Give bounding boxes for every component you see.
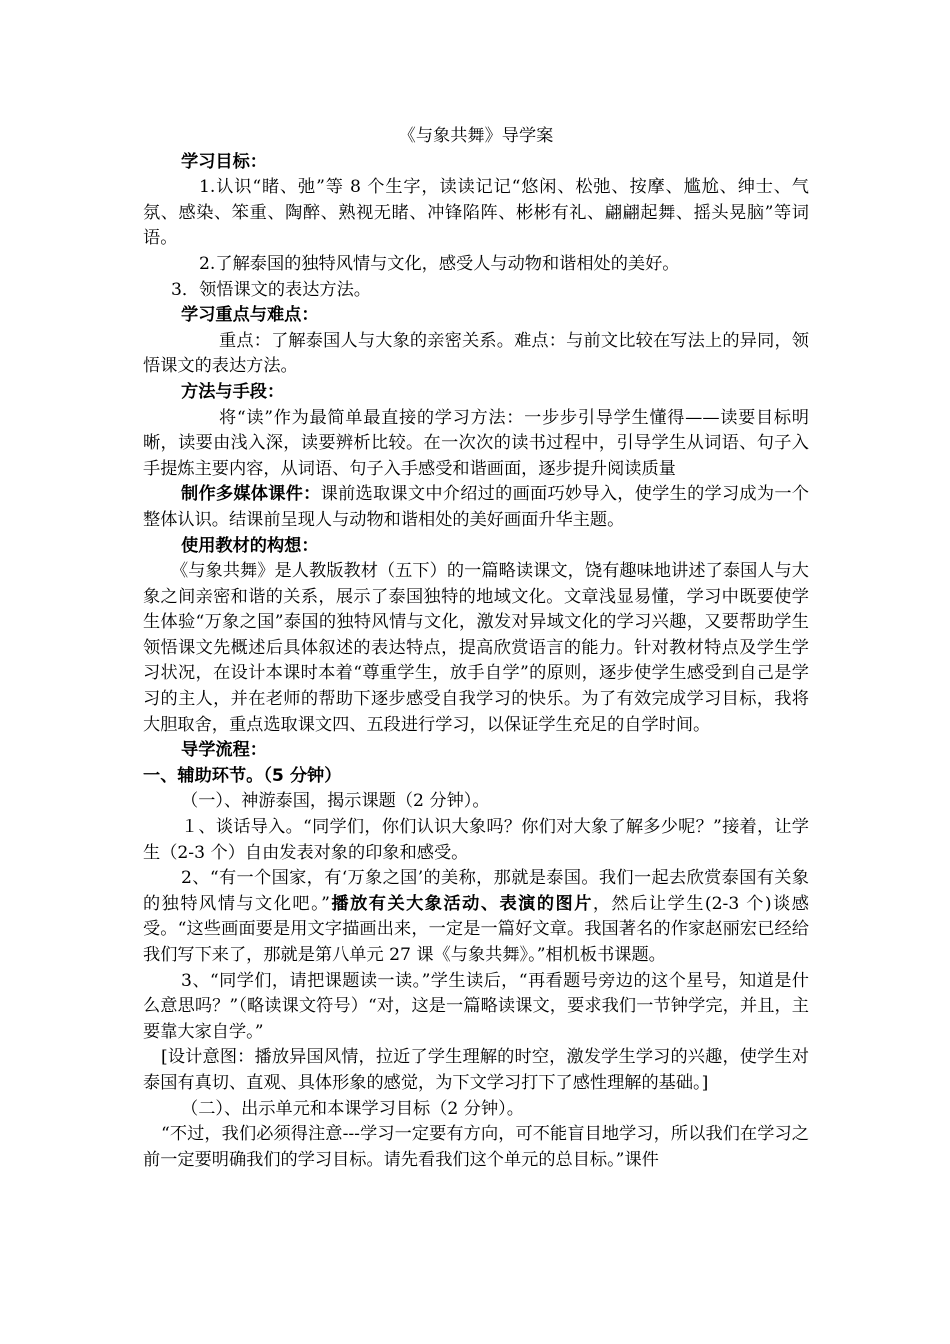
- flow-item-2: [143, 866, 809, 968]
- method-paragraph: 将“读”作为最简单最直接的学习方法：一步步引导学生懂得——读要目标明晰，读要由浅入深，读要辨析比较。在一次次的读书过程中，引导学生从词语、句子入手提炼主要内容，从词语、句子入手感受和谐画面，逐步提升阅读质量: [143, 407, 809, 479]
- multimedia-text: 课前选取课文中介绍过的画面巧妙导入，使学生的学习成为一个整体认识。结课前呈现人与动物和谐相处的美好画面升华主题。: [143, 484, 809, 530]
- document-title: 《与象共舞》导学案: [398, 126, 554, 146]
- document-page: [143, 124, 809, 1173]
- multimedia-label: 制作多媒体课件：: [181, 484, 321, 505]
- goals-paragraph-3: 3．领悟课文的表达方法。: [171, 279, 371, 300]
- key-paragraph: 重点：了解泰国人与大象的亲密关系。难点：与前文比较在写法上的异同，领悟课文的表达方法。: [143, 330, 809, 377]
- flow-heading: 导学流程：: [181, 740, 267, 761]
- multimedia-paragraph: [143, 482, 809, 533]
- flow-item-3: 3、“同学们，请把课题读一读。”学生读后，“再看题号旁边的这个星号，知道是什么意思吗？”（略读课文符号）“对，这是一篇略读课文，要求我们一节钟学完，并且，主要靠大家自学。”: [143, 970, 809, 1042]
- design-intent: [设计意图：播放异国风情，拉近了学生理解的时空，激发学生学习的兴趣，使学生对泰国有真切、直观、具体形象的感觉，为下文学习打下了感性理解的基础。]: [143, 1047, 809, 1093]
- flow-item-2-text-a: 2、“有一个国家，有‘万象之国’的美称，那就是泰国。我们一起去欣赏泰国有关象的独特风情与文化吧。”: [143, 868, 809, 914]
- goals-paragraph-1: 1.认识“睹、弛”等 8 个生字，读读记记“悠闲、松弛、按摩、尴尬、绅士、气氛、感染、笨重、陶醉、熟视无睹、冲锋陷阵、彬彬有礼、翩翩起舞、摇头晃脑”等词语。: [143, 177, 809, 249]
- flow-item-2-bold: 播放有关大象活动、表演的图片: [329, 893, 593, 914]
- flow-item-1: １、谈话导入。“同学们，你们认识大象吗？你们对大象了解多少呢？”接着，让学生（2-3 个）自由发表对象的印象和感受。: [143, 817, 809, 863]
- subsection-1-heading: （一）、神游泰国，揭示课题（2 分钟）。: [181, 791, 490, 812]
- concept-heading: 使用教材的构想：: [181, 535, 319, 556]
- flow-item-4: “不过，我们必须得注意---学习一定要有方向，可不能盲目地学习，所以我们在学习之前一定要明确我们的学习目标。请先看我们这个单元的总目标。”课件: [143, 1124, 809, 1170]
- goals-heading: 学习目标：: [181, 151, 267, 172]
- method-heading: 方法与手段：: [181, 381, 285, 402]
- subsection-2-heading: （二）、出示单元和本课学习目标（2 分钟）。: [181, 1098, 524, 1119]
- key-heading: 学习重点与难点：: [181, 305, 319, 326]
- flow-item-2-text-b: ，然后让学生(2-3 个)谈感受。“这些画面要是用文字描画出来，一定是一篇好文章。我国著名的作家赵丽宏已经给我们写下来了，那就是第八单元 27 课《与象共舞》。”相机板书课题。: [143, 893, 809, 965]
- goals-paragraph-2: 2.了解泰国的独特风情与文化，感受人与动物和谐相处的美好。: [199, 253, 680, 274]
- concept-paragraph: 《与象共舞》是人教版教材（五下）的一篇略读课文，饶有趣味地讲述了泰国人与大象之间亲密和谐的关系，展示了泰国独特的地域文化。文章浅显易懂，学习中既要使学生体验“万象之国”泰国的独特风情与文化，激发对异域文化的学习兴趣，又要帮助学生领悟课文先概述后具体叙述的表达特点，提高欣赏语言的能力。针对教材特点及学生学习状况，在设计本课时本着“尊重学生，放手自学”的原则，逐步使学生感受到自己是学习的主人，并在老师的帮助下逐步感受自我学习的快乐。为了有效完成学习目标，我将大胆取舍，重点选取课文四、五段进行学习，以保证学生充足的自学时间。: [143, 561, 809, 735]
- section-1-heading: 一、辅助环节。（5 分钟）: [143, 765, 342, 786]
